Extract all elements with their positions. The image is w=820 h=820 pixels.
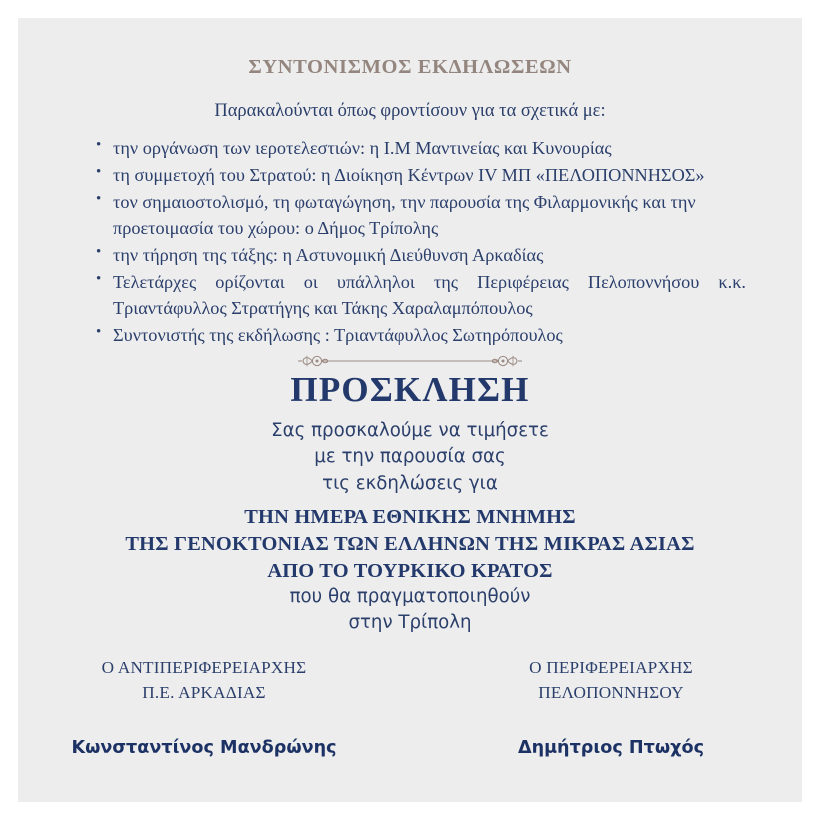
list-item-text: την τήρηση της τάξης: η Αστυνομική Διεύθυνση Αρκαδίας	[113, 244, 544, 265]
event-location-line-1: που θα πραγματοποιηθούν	[289, 586, 531, 607]
signature-left	[18, 656, 410, 758]
event-title	[18, 504, 802, 585]
invitation-body-line-1: Σας προσκαλούμε να τιμήσετε	[271, 420, 549, 441]
signature-left-role	[8, 656, 400, 706]
list-item-text-line1: • Τελετάρχες ορίζονται οι υπάλληλοι της Περιφέρειας Πελοποννήσου κ.κ.	[113, 271, 746, 292]
event-title-line-3: ΑΠΟ ΤΟ ΤΟΥΡΚΙΚΟ ΚΡΑΤΟΣ	[267, 560, 553, 583]
event-location-line-2: στην Τρίπολη	[348, 612, 472, 634]
invitation-body	[18, 418, 802, 497]
list-item	[96, 243, 746, 269]
signature-left-role-line-2: Π.Ε. ΑΡΚΑΔΙΑΣ	[142, 682, 266, 702]
invitation-body-line-2: με την παρουσία σας	[314, 446, 506, 468]
list-item-text: Συντονιστής της εκδήλωσης : Τριαντάφυλλος Σωτηρόπουλος	[113, 324, 563, 345]
signature-left-role-line-1: Ο ΑΝΤΙΠΕΡΙΦΕΡΕΙΑΡΧΗΣ	[101, 658, 307, 677]
coordination-list	[96, 136, 746, 350]
invitation-page	[18, 18, 802, 802]
signature-block	[18, 656, 802, 758]
list-item	[96, 270, 746, 322]
event-location	[18, 584, 802, 637]
signature-right-role-line-1: Ο ΠΕΡΙΦΕΡΕΙΑΡΧΗΣ	[529, 658, 693, 677]
list-item	[96, 323, 746, 349]
invitation-heading: ΠΡΟΣΚΛΗΣΗ	[290, 370, 530, 409]
signature-left-name: Κωνσταντίνος Μανδρώνης	[71, 737, 337, 758]
instruction-text: Παρακαλούνται όπως φροντίσουν για τα σχετικά με:	[214, 101, 606, 121]
list-item-text: τη συμμετοχή του Στρατού: η Διοίκηση Κέντρων IV ΜΠ «ΠΕΛΟΠΟΝΝΗΣΟΣ»	[113, 164, 705, 185]
list-item	[96, 190, 746, 242]
page-title: ΣΥΝΤΟΝΙΣΜΟΣ ΕΚΔΗΛΩΣΕΩΝ	[248, 56, 572, 78]
signature-right	[410, 656, 802, 758]
list-item	[96, 136, 746, 162]
event-title-line-1: ΤΗΝ ΗΜΕΡΑ ΕΘΝΙΚΗΣ ΜΝΗΜΗΣ	[244, 506, 576, 528]
signature-right-role	[415, 656, 807, 706]
list-item-text: τον σημαιοστολισμό, τη φωταγώγηση, την παρουσία της Φιλαρμονικής και την προετοιμασία του χώρου: ο Δήμος Τρίπολης	[113, 191, 696, 238]
ornamental-divider	[18, 352, 802, 370]
signature-right-name: Δημήτριος Πτωχός	[517, 737, 705, 758]
signature-right-role-line-2: ΠΕΛΟΠΟΝΝΗΣΟΥ	[538, 682, 684, 702]
list-item-text: την οργάνωση των ιεροτελεστιών: η Ι.Μ Μαντινείας και Κυνουρίας	[113, 138, 612, 158]
page-content	[18, 18, 802, 802]
event-title-line-2: ΤΗΣ ΓΕΝΟΚΤΟΝΙΑΣ ΤΩΝ ΕΛΛΗΝΩΝ ΤΗΣ ΜΙΚΡΑΣ ΑΣΙΑΣ	[125, 533, 695, 556]
ornament-icon	[294, 352, 526, 370]
list-item	[96, 163, 746, 189]
invitation-body-line-3: τις εκδηλώσεις για	[322, 472, 498, 494]
list-item-text-line2: Τριαντάφυλλος Στρατήγης και Τάκης Χαραλαμπόπουλος	[113, 297, 533, 318]
